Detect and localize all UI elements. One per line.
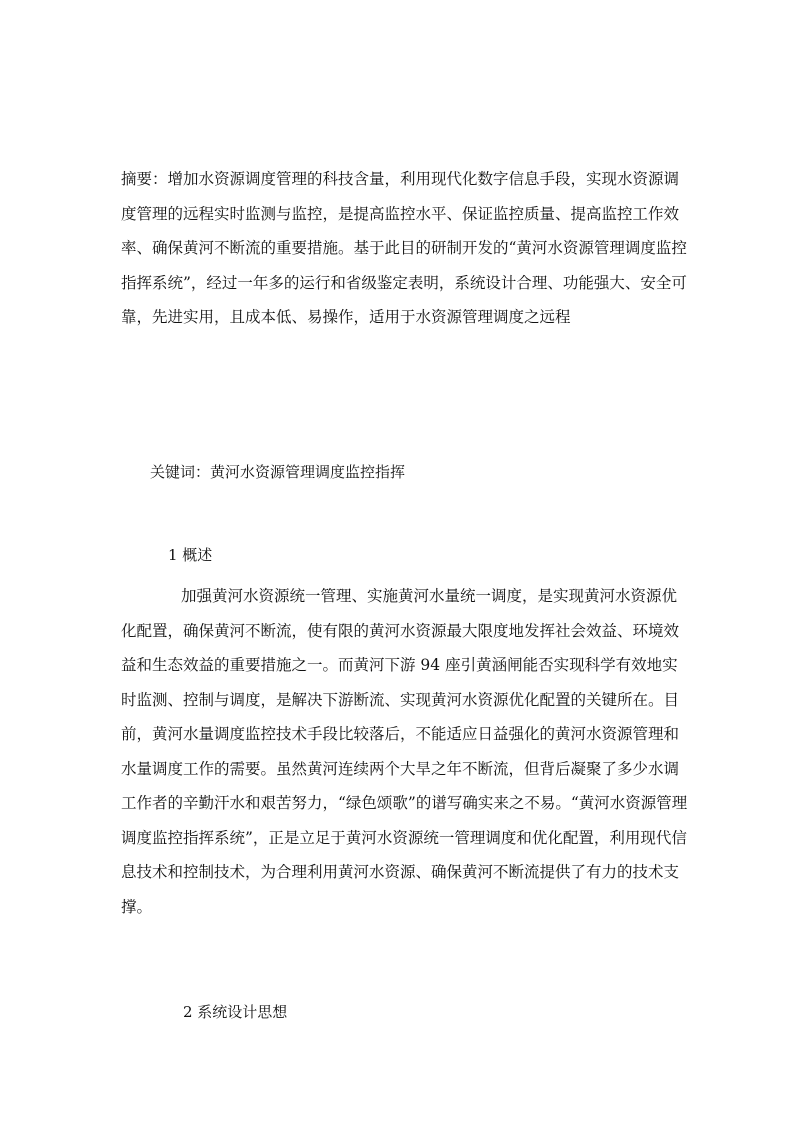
section-heading-design: 2 系统设计思想 xyxy=(183,1003,288,1021)
overview-paragraph: 加强黄河水资源统一管理、实施黄河水量统一调度，是实现黄河水资源优化配置，确保黄河不断流，使有限的黄河水资源最大限度地发挥社会效益、环境效益和生态效益的重要措施之一。而黄河下游 94 座引黄涵闸能否实现科学有效地实时监测、控制与调度，是解决下游断流、实现黄河水资源优化配置的关键所在。目前，黄河水量调度监控技术手段比较落后，不能适应日益强化的黄河水资源管理和水量调度工作的需要。虽然黄河连续两个大旱之年不断流，但背后凝聚了多少水调工作者的辛勤汗水和艰苦努力，“绿色颂歌”的谱写确实来之不易。“黄河水资源管理调度监控指挥系统”，正是立足于黄河水资源统一管理调度和优化配置，利用现代信息技术和控制技术，为合理利用黄河水资源、确保黄河不断流提供了有力的技术支撑。 xyxy=(121,587,688,916)
keywords-line: 关键词：黄河水资源管理调度监控指挥 xyxy=(150,463,406,481)
section-heading-overview: 1 概述 xyxy=(168,546,213,564)
abstract-paragraph: 摘要：增加水资源调度管理的科技含量，利用现代化数字信息手段，实现水资源调度管理的远程实时监测与监控，是提高监控水平、保证监控质量、提高监控工作效率、确保黄河不断流的重要措施。基于此目的研制开发的“黄河水资源管理调度监控指挥系统”，经过一年多的运行和省级鉴定表明，系统设计合理、功能强大、安全可靠，先进实用，且成本低、易操作，适用于水资源管理调度之远程 xyxy=(121,170,687,326)
